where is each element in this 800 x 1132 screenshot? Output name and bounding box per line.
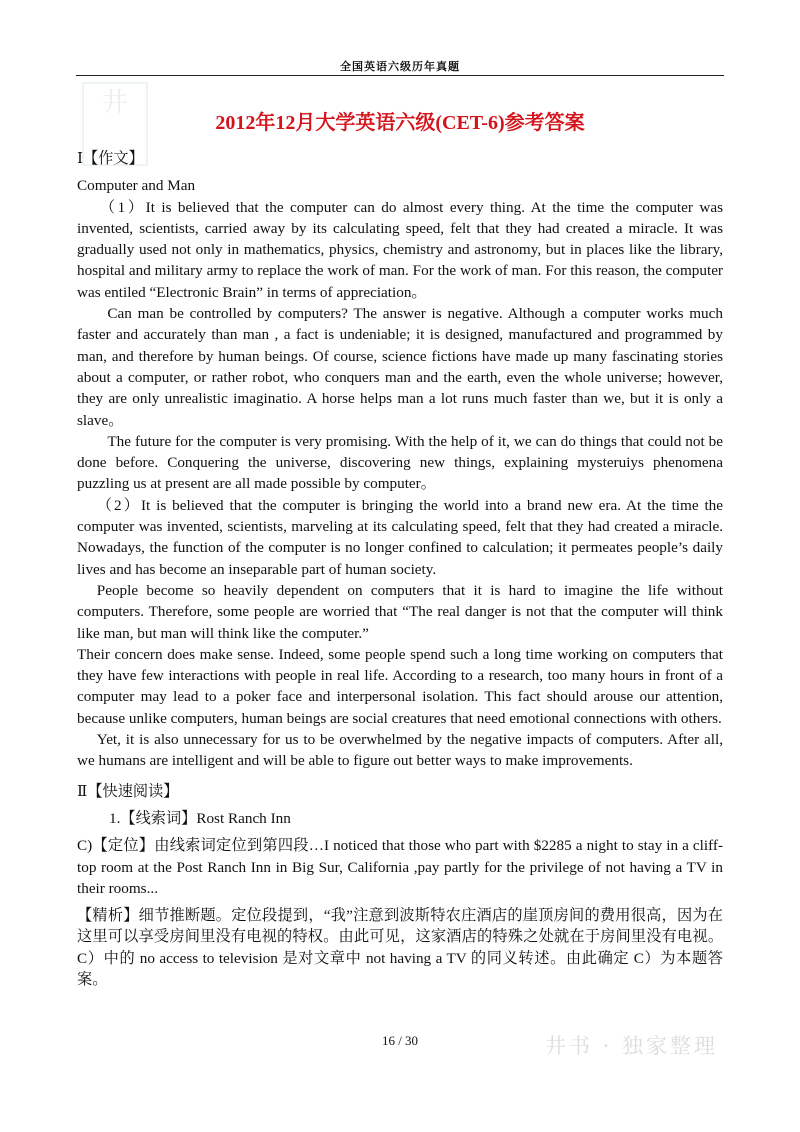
essay-paragraph: Yet, it is also unnecessary for us to be overwhelmed by the negative impacts of computers. After all, we humans are intelligent and will be able to figure out better ways to make improvements. [77, 731, 723, 770]
essay-paragraph: Their concern does make sense. Indeed, some people spend such a long time working on computers that they have few interactions with people in real life. According to a research, too many hours in front of a computer may lead to a poker face and interpersonal isolation. This fact should arouse our attention, because unlike computers, human beings are social creatures that need emotional connections with others. [77, 645, 723, 727]
document-body [77, 148, 723, 990]
page-number: 16 / 30 [381, 1033, 419, 1048]
locate-paragraph: C)【定位】由线索词定位到第四段…I noticed that those who part with $2285 a night to stay in a cliff-top room at the Post Ranch Inn in Big Sur, California ,pay partly for the privilege of not having a TV in their rooms... [77, 837, 723, 897]
question-item: 1.【线索词】Rost Ranch Inn [109, 809, 291, 827]
document-title: 2012年12月大学英语六级(CET-6)参考答案 [215, 112, 585, 134]
section-heading-reading: Ⅱ【快速阅读】 [77, 782, 179, 800]
watermark-logo: 井 [82, 82, 148, 166]
essay-title: Computer and Man [77, 177, 196, 195]
essay-paragraph: Can man be controlled by computers? The answer is negative. Although a computer works much faster and accurately than man , a fact is undeniable; it is designed, manufactured and programmed by man, and therefore by human beings. Of course, science fictions have made up many fascinating stories about a computer, or rather robot, who conquers man and the earth, even the whole universe; however, they are only unrealistic imaginatio. A horse helps man a lot runs much faster than we, but it is only a slave。 [77, 305, 723, 429]
essay-paragraph: People become so heavily dependent on computers that it is hard to imagine the life without computers. Therefore, some people are worried that “The real danger is not that the computer will think like man, but man will think like the computer.” [77, 581, 723, 642]
analysis-paragraph: 【精析】细节推断题。定位段提到，“我”注意到波斯特农庄酒店的崖顶房间的费用很高，因为在这里可以享受房间里没有电视的特权。由此可见，这家酒店的特殊之处就在于房间里没有电视。C）中的 no access to television 是对文章中 not having a TV 的同义转述。由此确定 C）为本题答案。 [77, 907, 723, 988]
section-heading-writing: Ⅰ【作文】 [77, 150, 144, 167]
header-rule [76, 75, 724, 76]
running-header: 全国英语六级历年真题 [340, 60, 460, 73]
essay-paragraph: （1）It is believed that the computer can do almost every thing. At the time the computer was invented, scientists, carried away by its calculating speed, felt that they had created a miracle. It was gradually used not only in mathematics, physics, chemistry and astronomy, but in places like the library, hospital and military army to replace the work of man. For the work of man. For this reason, the computer was entiled “Electronic Brain” in terms of appreciation。 [77, 198, 723, 301]
footer-watermark: 井书 · 独家整理 [545, 1034, 719, 1058]
essay-paragraph: （2）It is believed that the computer is bringing the world into a brand new era. At the time the computer was invented, scientists, marveling at its calculating speed, felt that they had created a miracle. Nowadays, the function of the computer is no longer confined to calculation; it permeates people’s daily lives and has become an inseparable part of human society. [77, 496, 723, 578]
essay-paragraph: The future for the computer is very promising. With the help of it, we can do things that could not be done before. Conquering the universe, discovering new things, explaining mysteruiys phenomena puzzling us at present are all made possible by computer。 [77, 432, 723, 493]
